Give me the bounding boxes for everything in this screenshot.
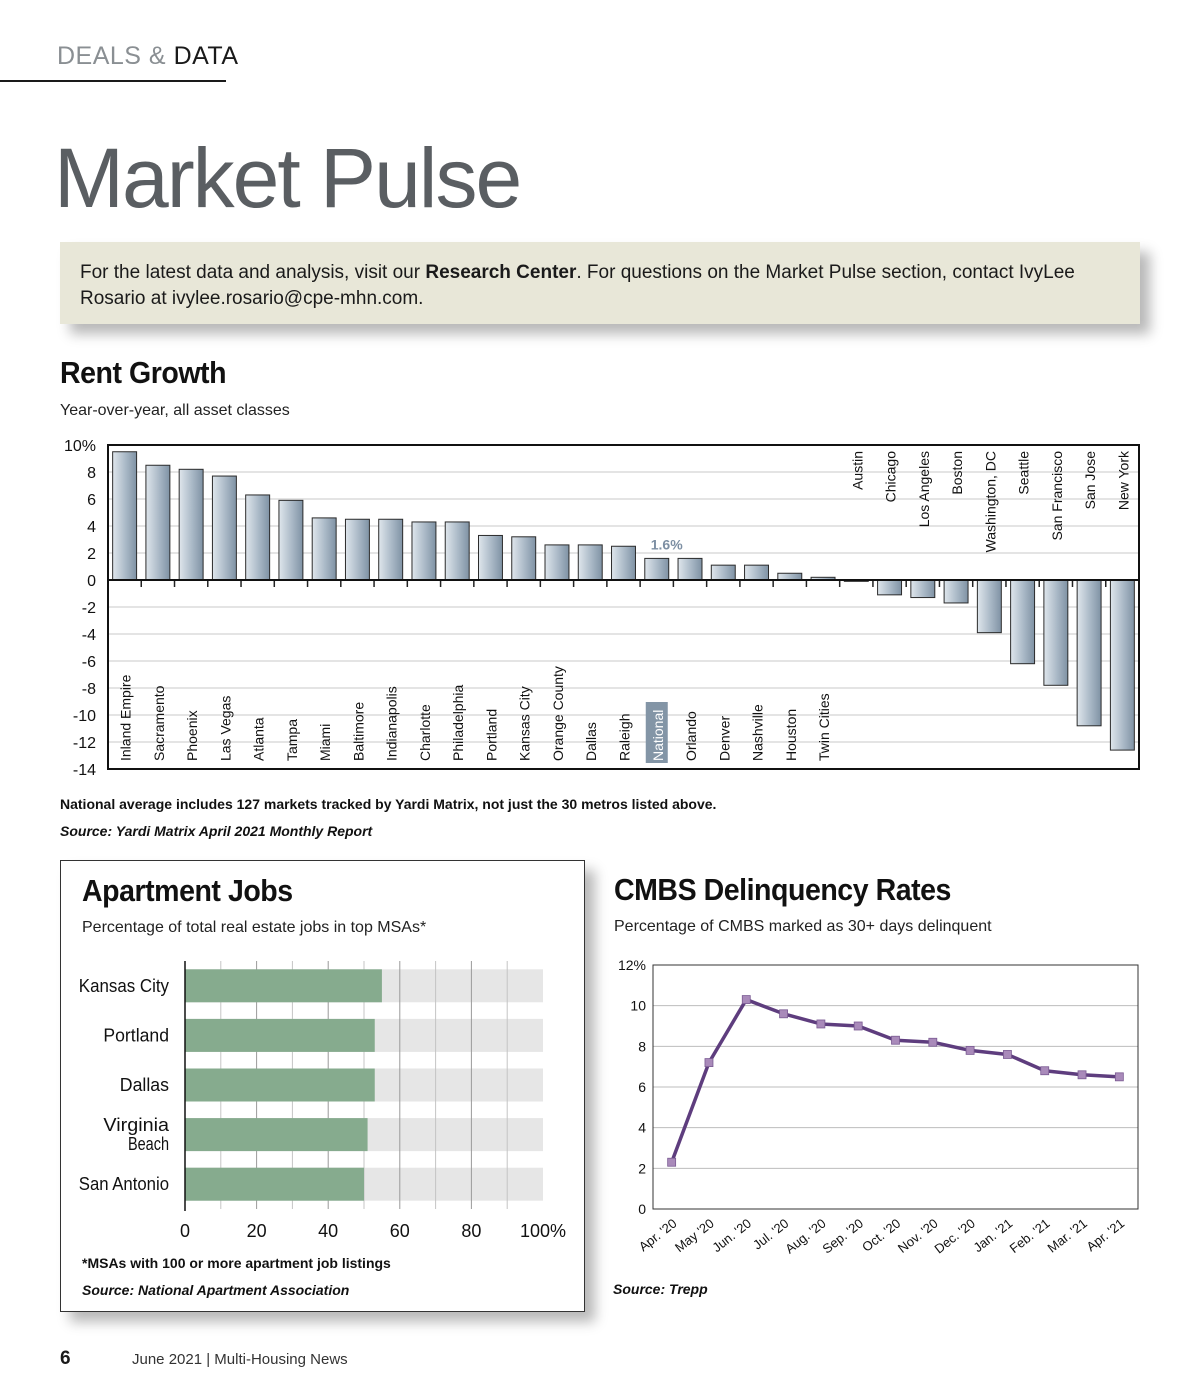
cmbs-xtick-label: May '20 [672,1215,717,1256]
rent-ytick-label: 8 [87,465,96,482]
cmbs-chart [600,955,1160,1275]
cmbs-ytick-label: 12% [617,957,646,973]
rent-ytick-label: 4 [87,519,96,536]
rent-ytick-label: -8 [81,681,96,698]
rent-category-label: Baltimore [350,701,367,761]
rent-bar-national [645,558,669,580]
rent-category-label: Miami [317,723,334,761]
rent-category-label: Kansas City [516,686,533,761]
cmbs-point [668,1158,676,1166]
rent-ytick-label: -10 [72,708,96,725]
rent-category-label: Orlando [683,711,700,761]
research-center-link[interactable]: Research Center [425,262,577,283]
jobs-category-label: Virginia [103,1115,171,1136]
rent-bar-san-jose [1077,580,1101,726]
jobs-category-label: Portland [103,1025,169,1046]
apartment-jobs-panel [60,860,585,1312]
jobs-category-label: Beach [128,1134,169,1155]
footer-issue: June 2021 | Multi-Housing News [132,1351,348,1368]
rent-ytick-label: 10% [63,438,96,455]
cmbs-point [1003,1050,1011,1058]
rent-bar-new-york [1110,580,1134,750]
rent-bar-baltimore [345,519,369,580]
rent-bar-houston [778,573,802,580]
rent-bar-kansas-city [512,537,536,580]
rent-bar-charlotte [412,522,436,580]
rent-bar-nashville [745,565,769,580]
rent-category-label: Atlanta [250,717,267,761]
rent-bar-boston [944,580,968,603]
rent-category-label: Twin Cities [816,693,833,761]
cmbs-point [1115,1073,1123,1081]
cmbs-point [966,1046,974,1054]
rent-bar-atlanta [246,495,270,580]
cmbs-ytick-label: 8 [638,1038,646,1055]
cmbs-point [929,1038,937,1046]
rent-bar-seattle [1011,580,1035,664]
info-box [60,242,1140,324]
rent-bar-tampa [279,500,303,580]
cmbs-point [742,996,750,1004]
cmbs-point [1078,1071,1086,1079]
section-rule [0,80,226,82]
rent-category-label: Los Angeles [915,451,932,528]
jobs-category-label: Kansas City [78,975,169,996]
national-value-label: 1.6% [650,536,683,553]
rent-growth-heading: Rent Growth [60,355,227,390]
cmbs-point [1041,1067,1049,1075]
rent-bar-miami [312,518,336,580]
cmbs-xtick-label: Nov. '20 [894,1215,941,1256]
rent-growth-note: National average includes 127 markets tracked by Yardi Matrix, not just the 30 metros listed above. [60,796,717,812]
info-text-before: For the latest data and analysis, visit our [80,262,426,283]
cmbs-xtick-label: Feb. '21 [1006,1215,1053,1257]
cmbs-ytick-label: 2 [638,1160,646,1177]
rent-ytick-label: -12 [72,735,96,752]
rent-category-label: Austin [849,451,866,490]
jobs-bar-kansas-city [185,969,382,1002]
cmbs-point [705,1059,713,1067]
rent-category-label: National [649,709,666,761]
rent-category-label: San Francisco [1048,451,1065,541]
rent-bar-denver [711,565,735,580]
info-text-after: . For questions on the Market Pulse section, contact IvyLee Rosario at ivylee.rosario@cpe-mhn.com. [80,262,1075,309]
cmbs-point [817,1020,825,1028]
rent-bar-inland-empire [113,452,137,580]
rent-category-label: Charlotte [416,704,433,761]
rent-bar-dallas [578,545,602,580]
jobs-bar-portland [185,1019,375,1052]
cmbs-ytick-label: 6 [638,1079,646,1095]
rent-category-label: Chicago [882,451,899,503]
rent-growth-source: Source: Yardi Matrix April 2021 Monthly Report [60,823,373,839]
section-tag-light: DEALS & [57,42,174,70]
apartment-jobs-chart [61,951,584,1246]
rent-bar-orange-county [545,545,569,580]
rent-category-label: Nashville [749,704,766,761]
cmbs-subtitle: Percentage of CMBS marked as 30+ days delinquent [614,918,992,935]
jobs-category-label: Dallas [119,1075,169,1095]
jobs-bar-san-antonio [185,1168,364,1201]
rent-bar-philadelphia [445,522,469,580]
cmbs-xtick-label: Jun. '20 [709,1215,755,1256]
rent-category-label: Orange County [549,666,566,761]
page-number: 6 [60,1348,71,1369]
cmbs-xtick-label: Jan. '21 [970,1215,1016,1256]
rent-bar-phoenix [179,469,203,580]
rent-category-label: Tampa [283,718,300,761]
rent-bar-raleigh [612,546,636,580]
rent-category-label: Denver [716,715,733,761]
rent-category-label: Boston [949,451,966,495]
cmbs-ytick-label: 0 [638,1201,646,1217]
cmbs-ytick-label: 4 [638,1119,646,1136]
apartment-jobs-heading: Apartment Jobs [82,873,293,908]
cmbs-xtick-label: Dec. '20 [931,1215,978,1257]
cmbs-ytick-label: 10 [630,997,646,1014]
rent-growth-chart [0,430,1200,780]
rent-category-label: Phoenix [184,710,201,761]
apartment-jobs-note: *MSAs with 100 or more apartment job listings [82,1255,391,1271]
rent-bar-chicago [878,580,902,595]
rent-bar-sacramento [146,465,170,580]
rent-category-label: Houston [782,708,799,761]
rent-ytick-label: -6 [81,654,96,671]
jobs-category-label: San Antonio [78,1174,169,1195]
rent-bar-portland [478,535,502,580]
cmbs-heading: CMBS Delinquency Rates [614,872,951,907]
rent-ytick-label: 0 [87,573,96,590]
cmbs-xtick-label: Jul. '20 [750,1215,792,1253]
rent-ytick-label: -14 [72,762,96,779]
rent-bar-san-francisco [1044,580,1068,685]
cmbs-xtick-label: Apr. '21 [1083,1215,1128,1255]
jobs-xtick-label: 0 [179,1221,191,1241]
rent-bar-los-angeles [911,580,935,598]
apartment-jobs-subtitle: Percentage of total real estate jobs in top MSAs* [82,919,427,936]
rent-ytick-label: -4 [81,627,96,644]
rent-category-label: Raleigh [616,713,633,761]
rent-category-label: Seattle [1015,451,1032,495]
cmbs-xtick-label: Oct. '20 [859,1215,904,1255]
rent-growth-subtitle: Year-over-year, all asset classes [60,402,290,419]
rent-category-label: Washington, DC [982,450,999,553]
cmbs-xtick-label: Mar. '21 [1044,1215,1090,1256]
rent-ytick-label: 6 [87,492,96,509]
rent-category-label: Sacramento [150,685,167,761]
rent-bar-las-vegas [212,476,236,580]
jobs-xtick-label: 60 [389,1221,410,1241]
cmbs-point [854,1022,862,1030]
apartment-jobs-source: Source: National Apartment Association [82,1282,350,1298]
jobs-bar-virginia-beach [185,1118,368,1151]
rent-category-label: Dallas [583,722,600,761]
rent-category-label: Inland Empire [117,674,134,761]
rent-category-label: Las Vegas [217,695,234,761]
rent-bar-indianapolis [379,519,403,580]
cmbs-point [892,1036,900,1044]
rent-ytick-label: -2 [81,600,96,617]
section-tag-dark: DATA [173,42,239,70]
cmbs-xtick-label: Apr. '20 [635,1215,680,1255]
page-title: Market Pulse [54,131,521,225]
rent-category-label: Philadelphia [450,684,467,761]
rent-bar-washington-dc [977,580,1001,633]
section-tag [57,42,239,71]
rent-category-label: Indianapolis [383,686,400,761]
jobs-xtick-label: 40 [318,1221,339,1241]
cmbs-point [780,1010,788,1018]
cmbs-source: Source: Trepp [613,1281,708,1297]
jobs-bar-dallas [185,1069,375,1102]
rent-bar-orlando [678,558,702,580]
jobs-xtick-label: 20 [246,1221,267,1241]
rent-category-label: New York [1115,451,1132,511]
cmbs-xtick-label: Aug. '20 [782,1215,829,1257]
rent-ytick-label: 2 [87,546,96,563]
jobs-xtick-label: 80 [461,1221,482,1241]
rent-category-label: San Jose [1082,451,1099,510]
cmbs-xtick-label: Sep. '20 [819,1215,867,1257]
jobs-xtick-label: 100% [519,1221,567,1241]
rent-category-label: Portland [483,708,500,761]
